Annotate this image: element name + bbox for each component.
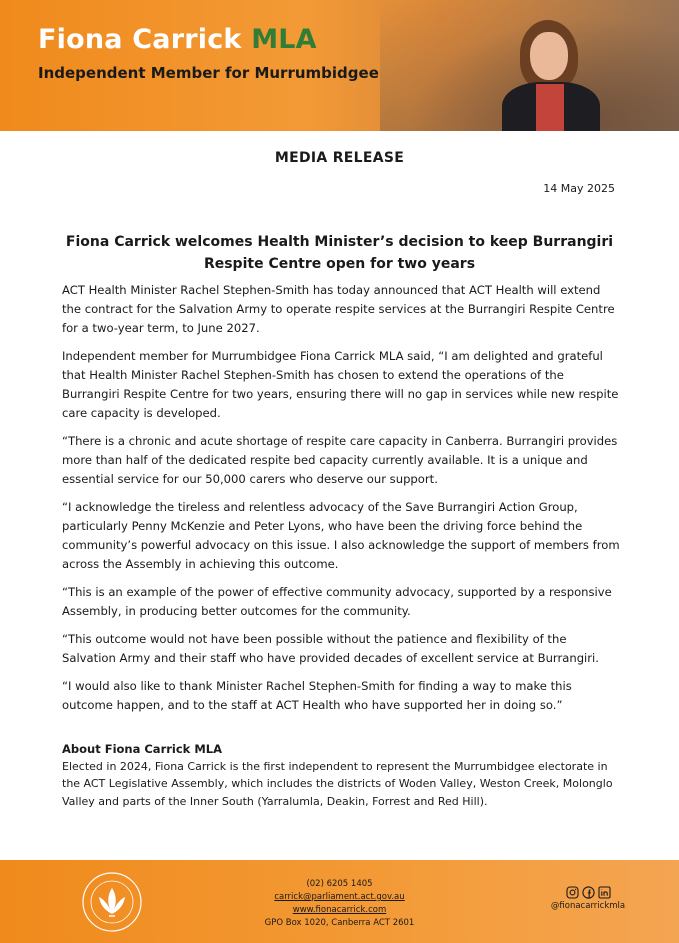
release-body: [62, 281, 620, 724]
postal-address: GPO Box 1020, Canberra ACT 2601: [264, 918, 415, 928]
member-name-suffix: MLA: [251, 24, 317, 55]
social-block: [538, 884, 638, 911]
release-date: 14 May 2025: [543, 182, 615, 195]
phone-number: (02) 6205 1405: [306, 879, 373, 889]
release-headline: Fiona Carrick welcomes Health Minister’s decision to keep Burrangiri Respite Centre open for two years: [65, 234, 614, 272]
paragraph: ACT Health Minister Rachel Stephen-Smith has today announced that ACT Health will extend the contract for the Salvation Army to operate respite services at the Burrangiri Respite Centre for a two-year term, to June 2027.: [62, 283, 615, 335]
facebook-icon[interactable]: [582, 884, 595, 897]
email-link[interactable]: carrick@parliament.act.gov.au: [274, 892, 405, 902]
member-name: [38, 24, 317, 55]
social-handle[interactable]: @fionacarrickmla: [550, 901, 626, 911]
paragraph: “This outcome would not have been possible without the patience and flexibility of the Salvation Army and their staff who have provided decades of excellent service at Burrangiri.: [62, 632, 599, 665]
paragraph: “I would also like to thank Minister Rachel Stephen-Smith for finding a way to make this outcome happen, and to the staff at ACT Health who have supported her in doing so.”: [62, 679, 572, 712]
member-name-text: Fiona Carrick: [38, 24, 242, 55]
website-link[interactable]: www.fionacarrick.com: [292, 905, 387, 915]
about-heading: About Fiona Carrick MLA: [62, 742, 222, 756]
paragraph: “This is an example of the power of effective community advocacy, supported by a responsive Assembly, in producing better outcomes for the community.: [62, 585, 612, 618]
member-portrait: [496, 14, 606, 131]
paragraph: “There is a chronic and acute shortage of respite care capacity in Canberra. Burrangiri provides more than half of the dedicated respite bed capacity currently available. It is a unique and essential service for our 50,000 carers who deserve our support.: [62, 434, 618, 486]
instagram-icon[interactable]: [566, 884, 579, 897]
footer-banner: [0, 860, 679, 943]
linkedin-icon[interactable]: [598, 884, 611, 897]
member-subtitle: Independent Member for Murrumbidgee: [38, 64, 379, 82]
document-title: MEDIA RELEASE: [274, 150, 405, 166]
paragraph: Independent member for Murrumbidgee Fiona Carrick MLA said, “I am delighted and grateful that Health Minister Rachel Stephen-Smith has chosen to extend the operations of the Burrangiri Respite Centre for two years, ensuring there will no gap in services while new respite care capacity is developed.: [62, 349, 619, 420]
about-text: Elected in 2024, Fiona Carrick is the first independent to represent the Murrumbidgee electorate in the ACT Legislative Assembly, which includes the districts of Woden Valley, Weston Creek, Molonglo Valley and parts of the Inner South (Yarralumla, Deakin, Forrest and Red Hill).: [62, 760, 613, 808]
header-banner: [0, 0, 679, 131]
about-section: [62, 741, 622, 810]
paragraph: “I acknowledge the tireless and relentless advocacy of the Save Burrangiri Action Group, particularly Penny McKenzie and Peter Lyons, who have been the driving force behind the community’s powerful advocacy on this issue. I also acknowledge the support of members from across the Assembly in achieving this outcome.: [62, 500, 620, 571]
